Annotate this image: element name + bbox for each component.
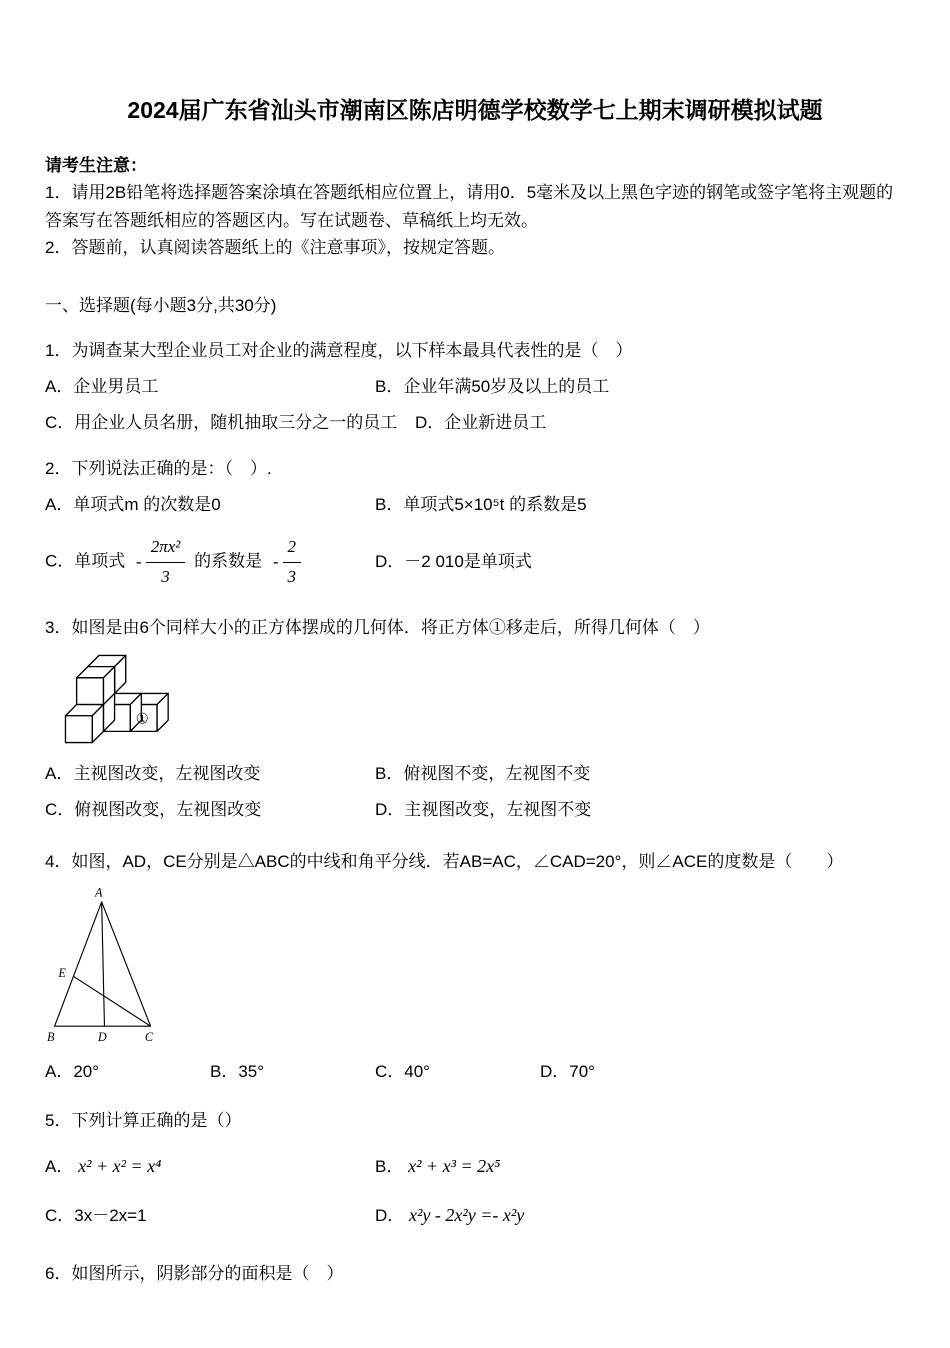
vertex-label-b: B: [47, 1030, 55, 1045]
q5-option-b-expression: x² + x³ = 2x⁵: [408, 1155, 501, 1176]
vertex-label-a: A: [95, 885, 103, 900]
q2-fraction-1-numerator: 2πx²: [146, 534, 186, 562]
q5-option-d: [375, 1202, 905, 1230]
q5-option-a: [45, 1153, 375, 1181]
q2-option-d: D．－2 010是单项式: [375, 551, 532, 571]
q5-option-a-expression: x² + x² = x⁴: [78, 1155, 162, 1176]
q5-stem: 5．下列计算正确的是（）: [45, 1111, 242, 1131]
q2-option-c-prefix: C．单项式: [45, 551, 126, 571]
q2-fraction-2-denominator: 3: [287, 566, 296, 586]
q1-option-d: D．企业新进员工: [415, 413, 547, 433]
q5-option-c: C．3x－2x=1: [45, 1206, 147, 1226]
cube-figure-svg: [45, 651, 173, 747]
q4-option-b: B．35°: [210, 1062, 265, 1082]
q2-option-c: [45, 534, 375, 590]
q5-option-a-label: A．: [45, 1156, 74, 1176]
notice-item-1: 1．请用2B铅笔将选择题答案涂填在答题纸相应位置上，请用0．5毫米及以上黑色字迹的钢笔或签字笔将主观题的答案写在答题纸相应的答题区内。写在试题卷、草稿纸上均无效。: [45, 183, 894, 230]
q3-option-b: B．俯视图不变，左视图不变: [375, 764, 591, 784]
vertex-label-d: D: [97, 1030, 107, 1045]
q1-option-b: B．企业年满50岁及以上的员工: [375, 377, 610, 397]
exam-title: 2024届广东省汕头市潮南区陈店明德学校数学七上期末调研模拟试题: [127, 97, 823, 123]
question-2: [45, 455, 905, 590]
question-6: [45, 1260, 905, 1287]
vertex-label-e: E: [58, 966, 66, 981]
q3-stem: 3．如图是由6个同样大小的正方体摆成的几何体．将正方体①移走后，所得几何体（ ）: [45, 617, 710, 637]
vertex-label-c: C: [144, 1030, 154, 1045]
q1-option-a: A．企业男员工: [45, 377, 159, 397]
q3-option-c: C．俯视图改变，左视图改变: [45, 800, 262, 820]
question-5: [45, 1107, 905, 1230]
q2-option-b: B．单项式5×10⁵t 的系数是5: [375, 494, 587, 514]
q1-stem: 1．为调查某大型企业员工对企业的满意程度，以下样本最具代表性的是（ ）: [45, 340, 633, 360]
question-1: [45, 337, 905, 437]
q2-option-c-middle: 的系数是: [194, 551, 263, 571]
q4-option-c: C．40°: [375, 1062, 430, 1082]
q3-option-d: D．主视图改变，左视图不变: [375, 800, 592, 820]
cube-figure: [45, 651, 905, 747]
notice-heading: 请考生注意：: [45, 155, 147, 175]
q5-option-b: [375, 1153, 905, 1181]
q2-fraction-2-numerator: 2: [283, 534, 302, 562]
q2-fraction-2: [283, 534, 302, 590]
q5-option-d-label: D．: [375, 1206, 405, 1226]
q4-stem: 4．如图，AD，CE分别是△ABC的中线和角平分线．若AB=AC，∠CAD=20°，则∠ACE的度数是（ ）: [45, 851, 844, 871]
section-heading: 一、选择题(每小题3分,共30分): [45, 295, 277, 315]
q6-stem: 6．如图所示，阴影部分的面积是（ ）: [45, 1264, 344, 1284]
q2-minus-sign-2: -: [272, 551, 279, 571]
q5-option-b-label: B．: [375, 1156, 404, 1176]
q2-fraction-1: [146, 534, 186, 590]
q2-option-a: A．单项式m 的次数是0: [45, 494, 221, 514]
q4-option-d: D．70°: [540, 1062, 595, 1082]
q5-option-d-expression: x²y - 2x²y =- x²y: [409, 1205, 525, 1226]
q3-option-a: A．主视图改变，左视图改变: [45, 764, 261, 784]
q1-option-c: C．用企业人员名册，随机抽取三分之一的员工: [45, 413, 398, 433]
triangle-figure: [45, 885, 905, 1045]
q2-stem: 2．下列说法正确的是：（ ）.: [45, 458, 272, 478]
notice-item-2: 2．答题前，认真阅读答题纸上的《注意事项》，按规定答题。: [45, 238, 505, 258]
q4-option-a: A．20°: [45, 1062, 100, 1082]
triangle-figure-svg: [45, 885, 163, 1045]
cube-label-1: ①: [135, 711, 149, 728]
question-3: [45, 614, 905, 824]
q2-minus-sign-1: -: [136, 551, 142, 571]
q2-fraction-1-denominator: 3: [161, 566, 170, 586]
question-4: [45, 848, 905, 1086]
